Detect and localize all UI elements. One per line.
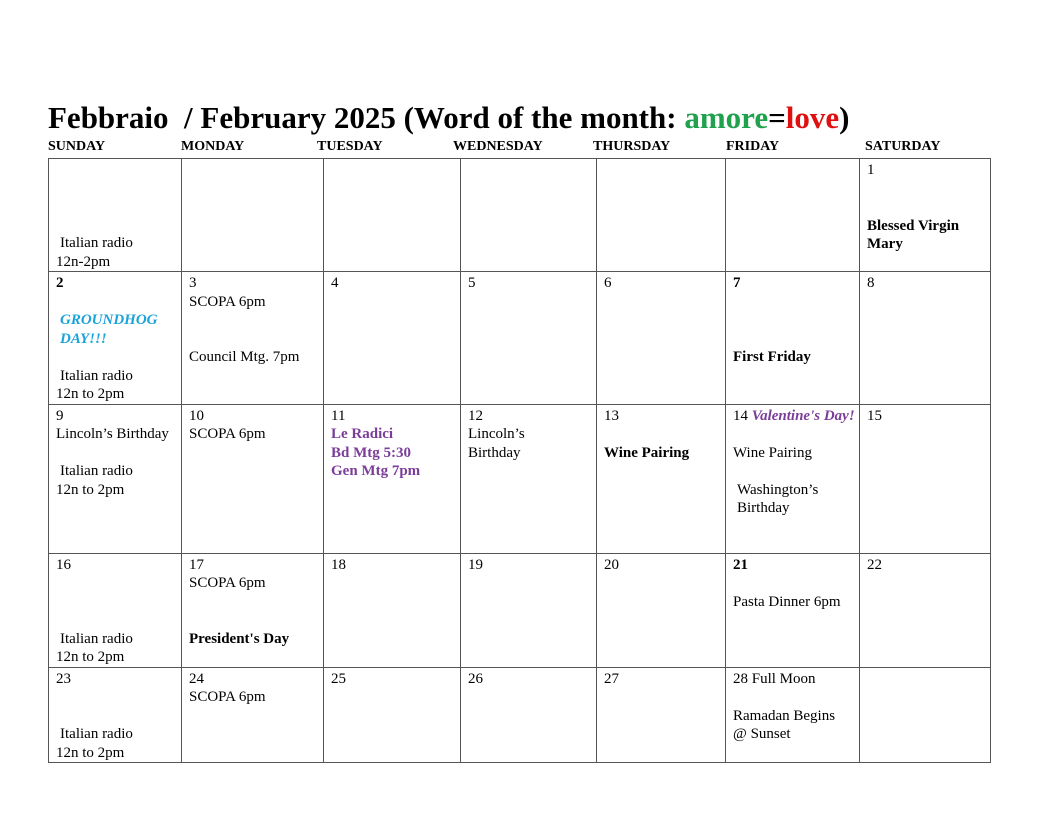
day-cell-4	[324, 272, 461, 405]
day-cell-19	[461, 553, 597, 667]
day-cell-7	[726, 272, 860, 405]
event-washingtons-birthday: Washington’s Birthday	[737, 481, 819, 516]
date-number: 9	[56, 407, 64, 424]
event-scopa: SCOPA 6pm	[189, 575, 266, 591]
weekday-monday: MONDAY	[181, 139, 245, 154]
radio-label: Italian radio	[60, 463, 133, 479]
date-number: 5	[468, 275, 476, 291]
event-wine-pairing: Wine Pairing	[604, 444, 690, 461]
event-pasta-dinner: Pasta Dinner 6pm	[733, 593, 841, 610]
radio-time: 12n to 2pm	[56, 744, 125, 761]
day-cell-8	[860, 272, 991, 405]
radio-time: 12n-2pm	[56, 253, 111, 270]
day-cell-15	[860, 404, 991, 553]
day-cell-12	[461, 404, 597, 553]
week-row-4	[49, 553, 991, 667]
event-presidents-day: President's Day	[189, 630, 290, 647]
date-number: 19	[468, 556, 483, 573]
date-number: 27	[604, 670, 619, 687]
date-number: 10	[189, 407, 204, 424]
date-number: 23	[56, 670, 71, 687]
date-number: 25	[331, 670, 346, 687]
event-valentines-day: Valentine's Day!	[751, 407, 855, 424]
event-council-meeting: Council Mtg. 7pm	[189, 349, 300, 365]
date-number: 16	[56, 556, 71, 573]
title-suffix: )	[839, 100, 850, 135]
title-word-english: love	[785, 100, 840, 135]
event-ramadan-begins: Ramadan Begins @ Sunset	[733, 707, 836, 742]
date-number: 24	[189, 670, 204, 687]
day-cell-5	[461, 272, 597, 405]
title-prefix: Febbraio / February 2025 (Word of the month:	[48, 100, 685, 135]
weekday-sunday: SUNDAY	[48, 139, 106, 154]
day-cell-11	[324, 404, 461, 553]
page-title	[48, 98, 850, 138]
day-cell-24	[182, 667, 324, 763]
day-cell-27	[597, 667, 726, 763]
day-cell-14	[726, 404, 860, 553]
event-blessed-virgin-mary: Blessed Virgin Mary	[867, 217, 960, 252]
event-board-meeting: Bd Mtg 5:30	[331, 444, 411, 461]
radio-label: Italian radio	[60, 367, 133, 384]
event-lincolns-birthday: Lincoln’s Birthday	[56, 426, 169, 442]
day-cell-6	[597, 272, 726, 405]
date-number: 12	[468, 407, 483, 424]
date-number: 11	[331, 407, 346, 424]
date-number: 26	[468, 670, 483, 687]
event-general-meeting: Gen Mtg 7pm	[331, 463, 421, 479]
date-number: 6	[604, 275, 612, 291]
date-number: 28	[733, 670, 748, 687]
event-lincolns-birthday: Lincoln’s Birthday	[468, 426, 525, 461]
day-cell-18	[324, 553, 461, 667]
week-row-1	[49, 159, 991, 272]
date-number: 13	[604, 407, 619, 424]
weekday-header	[0, 138, 1056, 156]
event-groundhog-day: GROUNDHOG DAY!!!	[60, 312, 158, 347]
day-cell-20	[597, 553, 726, 667]
date-number: 15	[867, 407, 882, 424]
weekday-thursday: THURSDAY	[593, 139, 671, 154]
event-wine-pairing: Wine Pairing	[733, 444, 812, 461]
week-row-5	[49, 667, 991, 763]
day-cell-empty	[860, 667, 991, 763]
calendar-grid	[48, 158, 991, 763]
day-cell-2	[49, 272, 182, 405]
date-number: 20	[604, 556, 619, 573]
day-cell-1	[860, 159, 991, 272]
radio-time: 12n to 2pm	[56, 481, 125, 498]
weekday-saturday: SATURDAY	[865, 139, 941, 154]
radio-time: 12n to 2pm	[56, 386, 125, 402]
date-number: 21	[733, 556, 748, 573]
date-number: 18	[331, 556, 346, 573]
date-number: 22	[867, 556, 882, 573]
day-cell-empty	[726, 159, 860, 272]
event-scopa: SCOPA 6pm	[189, 689, 266, 705]
title-word-italian: amore	[684, 100, 769, 135]
radio-label: Italian radio	[60, 235, 133, 251]
event-full-moon: Full Moon	[751, 670, 816, 687]
day-cell-empty	[324, 159, 461, 272]
day-cell-9	[49, 404, 182, 553]
day-cell-13	[597, 404, 726, 553]
day-cell-28	[726, 667, 860, 763]
date-number: 7	[733, 275, 741, 291]
week-row-3	[49, 404, 991, 553]
week-row-2	[49, 272, 991, 405]
day-cell-21	[726, 553, 860, 667]
day-cell-empty	[597, 159, 726, 272]
title-equals: =	[768, 100, 786, 135]
day-cell-empty	[49, 159, 182, 272]
day-cell-16	[49, 553, 182, 667]
weekday-wednesday: WEDNESDAY	[453, 139, 543, 154]
date-number: 2	[56, 275, 64, 291]
event-first-friday: First Friday	[733, 349, 811, 365]
date-number: 3	[189, 275, 197, 291]
day-cell-empty	[182, 159, 324, 272]
date-number: 1	[867, 162, 875, 178]
event-scopa: SCOPA 6pm	[189, 293, 266, 310]
date-number: 4	[331, 275, 339, 291]
date-number: 14	[733, 407, 748, 424]
date-number: 17	[189, 556, 204, 573]
day-cell-17	[182, 553, 324, 667]
day-cell-26	[461, 667, 597, 763]
date-number: 8	[867, 275, 875, 291]
day-cell-3	[182, 272, 324, 405]
radio-label: Italian radio	[60, 630, 133, 647]
event-le-radici: Le Radici	[331, 426, 394, 442]
day-cell-23	[49, 667, 182, 763]
day-cell-25	[324, 667, 461, 763]
event-scopa: SCOPA 6pm	[189, 426, 266, 442]
day-cell-empty	[461, 159, 597, 272]
day-cell-10	[182, 404, 324, 553]
weekday-friday: FRIDAY	[726, 139, 780, 154]
radio-time: 12n to 2pm	[56, 649, 125, 665]
radio-label: Italian radio	[60, 726, 133, 742]
day-cell-22	[860, 553, 991, 667]
weekday-tuesday: TUESDAY	[317, 139, 383, 154]
